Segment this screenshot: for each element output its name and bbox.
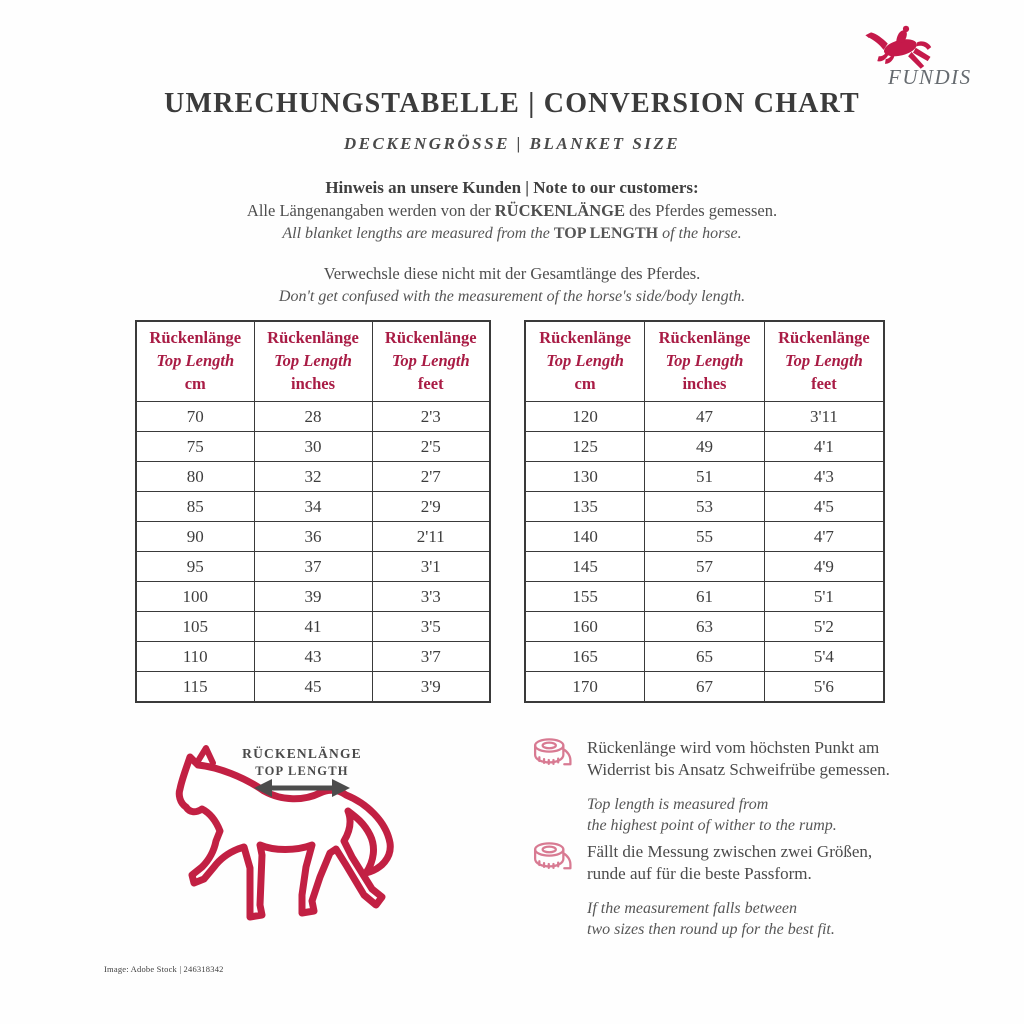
table-cell: 110 <box>136 642 254 672</box>
table-cell: 67 <box>645 672 765 703</box>
table-cell: 155 <box>525 582 645 612</box>
table-row <box>525 402 884 432</box>
table-cell: 105 <box>136 612 254 642</box>
column-header-feet: Rückenlänge Top Length feet <box>372 321 490 402</box>
table-row <box>525 672 884 703</box>
page-subtitle: DECKENGRÖSSE | BLANKET SIZE <box>343 134 681 153</box>
table-cell: 5'4 <box>764 642 884 672</box>
table-cell: 63 <box>645 612 765 642</box>
table-cell: 43 <box>254 642 372 672</box>
table-cell: 47 <box>645 402 765 432</box>
table-cell: 61 <box>645 582 765 612</box>
fundis-logo <box>864 24 994 90</box>
table-cell: 70 <box>136 402 254 432</box>
table-cell: 28 <box>254 402 372 432</box>
table-row <box>525 582 884 612</box>
table-cell: 3'11 <box>764 402 884 432</box>
table-cell: 45 <box>254 672 372 703</box>
table-cell: 130 <box>525 462 645 492</box>
notice-warning-de: Verwechsle diese nicht mit der Gesamtlänge des Pferdes. <box>323 264 701 283</box>
image-credit: Image: Adobe Stock | 246318342 <box>104 964 224 974</box>
measuring-tape-icon <box>532 737 574 769</box>
column-header-cm: Rückenlänge Top Length cm <box>525 321 645 402</box>
customer-notice <box>0 176 1024 308</box>
table-cell: 160 <box>525 612 645 642</box>
table-cell: 90 <box>136 522 254 552</box>
measuring-tape-icon <box>532 841 574 873</box>
table-cell: 170 <box>525 672 645 703</box>
table-row <box>525 612 884 642</box>
table-cell: 3'7 <box>372 642 490 672</box>
table-cell: 2'11 <box>372 522 490 552</box>
table-cell: 53 <box>645 492 765 522</box>
table-cell: 5'2 <box>764 612 884 642</box>
table-cell: 4'9 <box>764 552 884 582</box>
note-text-en: Top length is measured from the highest point of wither to the rump. <box>587 796 837 834</box>
table-row <box>136 492 490 522</box>
table-cell: 75 <box>136 432 254 462</box>
notice-heading: Hinweis an unsere Kunden | Note to our customers: <box>325 178 699 197</box>
table-row <box>525 492 884 522</box>
table-header-row <box>136 321 490 402</box>
table-cell: 30 <box>254 432 372 462</box>
table-row <box>525 552 884 582</box>
top-length-diagram <box>160 733 480 958</box>
page-title: UMRECHUNGSTABELLE | CONVERSION CHART <box>164 88 860 119</box>
table-cell: 36 <box>254 522 372 552</box>
table-cell: 80 <box>136 462 254 492</box>
table-cell: 95 <box>136 552 254 582</box>
table-cell: 57 <box>645 552 765 582</box>
table-cell: 49 <box>645 432 765 462</box>
table-row <box>136 522 490 552</box>
table-cell: 135 <box>525 492 645 522</box>
table-cell: 51 <box>645 462 765 492</box>
diagram-label-de: RÜCKENLÄNGE <box>242 746 362 761</box>
table-row <box>136 462 490 492</box>
table-cell: 4'5 <box>764 492 884 522</box>
notice-line-de: Alle Längenangaben werden von der RÜCKENLÄNGE des Pferdes gemessen. <box>246 201 778 220</box>
conversion-table-large-sizes <box>524 320 885 703</box>
table-cell: 120 <box>525 402 645 432</box>
table-header-row <box>525 321 884 402</box>
table-row <box>525 432 884 462</box>
table-row <box>136 432 490 462</box>
table-cell: 32 <box>254 462 372 492</box>
table-cell: 41 <box>254 612 372 642</box>
table-row <box>525 642 884 672</box>
table-cell: 140 <box>525 522 645 552</box>
table-row <box>136 642 490 672</box>
table-cell: 4'1 <box>764 432 884 462</box>
top-length-arrow <box>254 779 350 797</box>
measuring-note-2 <box>532 841 962 940</box>
table-cell: 2'9 <box>372 492 490 522</box>
trotting-horse-outline <box>179 757 390 917</box>
table-row <box>136 582 490 612</box>
table-cell: 100 <box>136 582 254 612</box>
table-row <box>136 552 490 582</box>
table-row <box>136 402 490 432</box>
table-cell: 125 <box>525 432 645 462</box>
diagram-label-en: TOP LENGTH <box>255 764 349 778</box>
table-cell: 3'5 <box>372 612 490 642</box>
table-cell: 145 <box>525 552 645 582</box>
table-cell: 2'3 <box>372 402 490 432</box>
table-row <box>525 522 884 552</box>
table-cell: 65 <box>645 642 765 672</box>
note-text-de: Rückenlänge wird vom höchsten Punkt am Widerrist bis Ansatz Schweifrübe gemessen. <box>587 738 890 779</box>
notice-warning-en: Don't get confused with the measurement of the horse's side/body length. <box>278 288 746 305</box>
table-row <box>136 672 490 703</box>
table-cell: 39 <box>254 582 372 612</box>
measuring-note-1 <box>532 737 962 836</box>
table-cell: 3'1 <box>372 552 490 582</box>
table-cell: 4'3 <box>764 462 884 492</box>
table-row <box>525 462 884 492</box>
note-text-de: Fällt die Messung zwischen zwei Größen, runde auf für die beste Passform. <box>587 842 873 883</box>
table-cell: 5'1 <box>764 582 884 612</box>
column-header-inches: Rückenlänge Top Length inches <box>645 321 765 402</box>
column-header-inches: Rückenlänge Top Length inches <box>254 321 372 402</box>
note-text-en: If the measurement falls between two sizes then round up for the best fit. <box>587 900 835 938</box>
conversion-table-small-sizes <box>135 320 491 703</box>
column-header-feet: Rückenlänge Top Length feet <box>764 321 884 402</box>
table-cell: 2'5 <box>372 432 490 462</box>
table-cell: 2'7 <box>372 462 490 492</box>
table-row <box>136 612 490 642</box>
table-cell: 37 <box>254 552 372 582</box>
table-cell: 5'6 <box>764 672 884 703</box>
table-cell: 3'9 <box>372 672 490 703</box>
notice-line-en: All blanket lengths are measured from the TOP LENGTH of the horse. <box>282 225 742 242</box>
table-cell: 4'7 <box>764 522 884 552</box>
table-cell: 3'3 <box>372 582 490 612</box>
column-header-cm: Rückenlänge Top Length cm <box>136 321 254 402</box>
table-cell: 34 <box>254 492 372 522</box>
table-cell: 165 <box>525 642 645 672</box>
table-cell: 85 <box>136 492 254 522</box>
table-cell: 115 <box>136 672 254 703</box>
table-cell: 55 <box>645 522 765 552</box>
horse-second-ear <box>198 748 213 763</box>
fundis-wordmark: FUNDIS <box>888 65 972 89</box>
